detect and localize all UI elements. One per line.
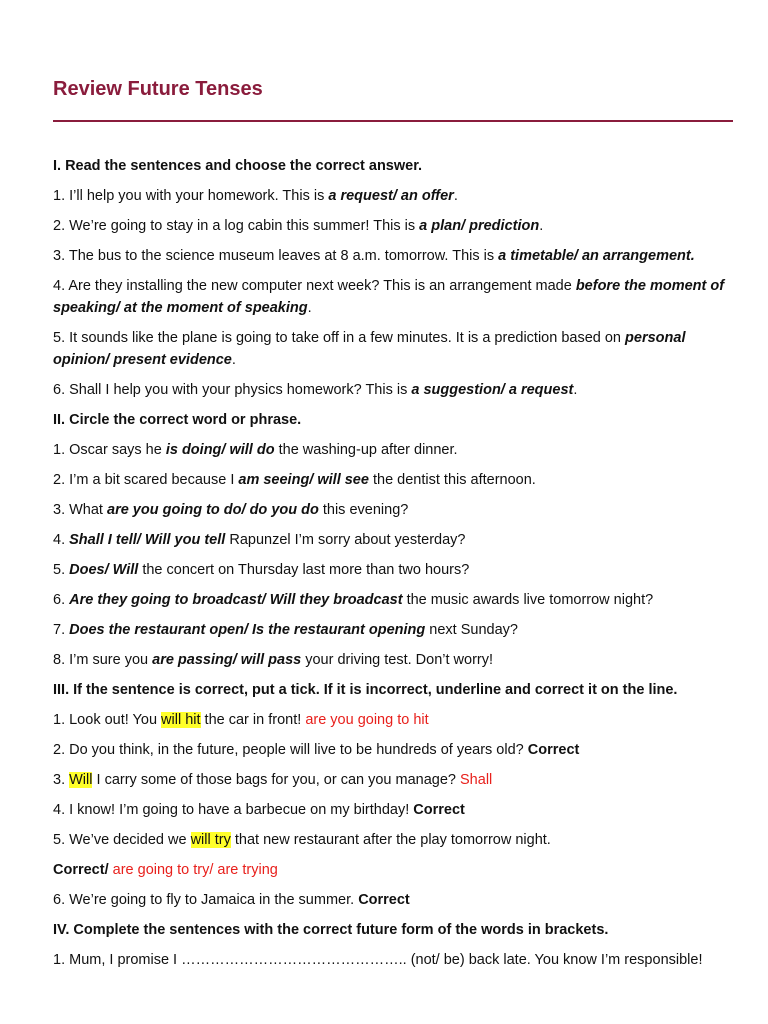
question-text: this evening? bbox=[318, 502, 409, 518]
question-text: 1. Mum, I promise I ……………………………………….. (not/ be) back late. You know I’m responsible! bbox=[53, 952, 703, 968]
question-text: the concert on Thursday last more than two hours? bbox=[138, 562, 470, 578]
question-text: 6. We’re going to fly to Jamaica in the summer. bbox=[53, 892, 359, 908]
answer-options: Are they going to broadcast/ Will they broadcast bbox=[69, 592, 403, 608]
correct-mark: Correct/ bbox=[53, 862, 109, 878]
question-text: . bbox=[573, 382, 578, 398]
answer-options: are passing/ will pass bbox=[152, 652, 302, 668]
s2-question-7 bbox=[53, 619, 733, 641]
correct-mark: Correct bbox=[413, 802, 465, 818]
s3-question-6 bbox=[53, 889, 733, 911]
s1-question-1 bbox=[53, 185, 733, 207]
answer-options: Does the restaurant open/ Is the restaurant opening bbox=[69, 622, 426, 638]
question-text: 5. bbox=[53, 562, 70, 578]
correction-answer: are going to try/ are trying bbox=[108, 862, 278, 878]
s2-question-3 bbox=[53, 499, 733, 521]
s1-question-4 bbox=[53, 275, 733, 319]
highlighted-error: will hit bbox=[161, 712, 201, 728]
question-text: 8. I’m sure you bbox=[53, 652, 153, 668]
s3-question-5-answer bbox=[53, 859, 733, 881]
question-text: . bbox=[539, 218, 544, 234]
s1-question-2 bbox=[53, 215, 733, 237]
s1-question-6 bbox=[53, 379, 733, 401]
s3-question-4 bbox=[53, 799, 733, 821]
s3-question-3 bbox=[53, 769, 733, 791]
question-text: 6. bbox=[53, 592, 70, 608]
answer-options: a suggestion/ a request bbox=[411, 382, 574, 398]
worksheet-content bbox=[53, 155, 733, 979]
question-text: 1. I’ll help you with your homework. This is bbox=[53, 188, 329, 204]
question-text: 3. The bus to the science museum leaves at 8 a.m. tomorrow. This is bbox=[53, 248, 499, 264]
section-1-heading: I. Read the sentences and choose the correct answer. bbox=[53, 158, 423, 174]
correction-answer: Shall bbox=[460, 772, 493, 788]
question-text: 1. Oscar says he bbox=[53, 442, 166, 458]
correction-answer: are you going to hit bbox=[305, 712, 429, 728]
question-text: 2. We’re going to stay in a log cabin this summer! This is bbox=[53, 218, 420, 234]
question-text: 4. Are they installing the new computer next week? This is an arrangement made bbox=[53, 278, 576, 294]
s3-question-5 bbox=[53, 829, 733, 851]
question-text: . bbox=[453, 188, 458, 204]
answer-options: a plan/ prediction bbox=[419, 218, 540, 234]
question-text: the dentist this afternoon. bbox=[368, 472, 536, 488]
question-text: 7. bbox=[53, 622, 70, 638]
question-text: 4. bbox=[53, 532, 70, 548]
answer-options: a timetable/ an arrangement. bbox=[498, 248, 695, 264]
s2-question-4 bbox=[53, 529, 733, 551]
s4-question-1 bbox=[53, 949, 733, 971]
question-text: . bbox=[231, 352, 236, 368]
answer-options: is doing/ will do bbox=[165, 442, 275, 458]
correct-mark: Correct bbox=[527, 742, 580, 758]
question-text: 2. Do you think, in the future, people will live to be hundreds of years old? bbox=[53, 742, 528, 758]
answer-options: personal opinion/ present evidence bbox=[53, 330, 686, 368]
title-divider bbox=[53, 120, 733, 122]
answer-options: am seeing/ will see bbox=[238, 472, 369, 488]
s2-question-6 bbox=[53, 589, 733, 611]
s1-question-3 bbox=[53, 245, 733, 267]
answer-options: are you going to do/ do you do bbox=[107, 502, 319, 518]
question-text: that new restaurant after the play tomorrow night. bbox=[230, 832, 551, 848]
answer-options: Shall I tell/ Will you tell bbox=[69, 532, 226, 548]
question-text: 6. Shall I help you with your physics homework? This is bbox=[53, 382, 412, 398]
question-text: the washing-up after dinner. bbox=[274, 442, 458, 458]
page-title: Review Future Tenses bbox=[53, 78, 263, 100]
question-text: the music awards live tomorrow night? bbox=[402, 592, 654, 608]
section-2-heading: II. Circle the correct word or phrase. bbox=[53, 412, 302, 428]
question-text: . bbox=[307, 300, 312, 316]
question-text: next Sunday? bbox=[425, 622, 518, 638]
s2-question-5 bbox=[53, 559, 733, 581]
s3-question-1 bbox=[53, 709, 733, 731]
s3-question-2 bbox=[53, 739, 733, 761]
s2-question-1 bbox=[53, 439, 733, 461]
question-text: the car in front! bbox=[200, 712, 306, 728]
question-text: Rapunzel I’m sorry about yesterday? bbox=[225, 532, 466, 548]
s2-question-8 bbox=[53, 649, 733, 671]
question-text: 2. I’m a bit scared because I bbox=[53, 472, 239, 488]
question-text: your driving test. Don’t worry! bbox=[301, 652, 494, 668]
s1-question-5 bbox=[53, 327, 733, 371]
answer-options: a request/ an offer bbox=[328, 188, 454, 204]
question-text: 4. I know! I’m going to have a barbecue on my birthday! bbox=[53, 802, 414, 818]
s2-question-2 bbox=[53, 469, 733, 491]
section-3-heading: III. If the sentence is correct, put a tick. If it is incorrect, underline and correct it on the line. bbox=[53, 682, 678, 698]
question-text: 3. What bbox=[53, 502, 107, 518]
correct-mark: Correct bbox=[358, 892, 410, 908]
highlighted-error: will try bbox=[190, 832, 231, 848]
question-text: 5. We’ve decided we bbox=[53, 832, 191, 848]
highlighted-error: Will bbox=[69, 772, 93, 788]
question-text: I carry some of those bags for you, or can you manage? bbox=[92, 772, 461, 788]
section-4-heading: IV. Complete the sentences with the correct future form of the words in brackets. bbox=[53, 922, 609, 938]
question-text: 3. bbox=[53, 772, 70, 788]
answer-options: before the moment of speaking/ at the moment of speaking bbox=[53, 278, 725, 316]
question-text: 5. It sounds like the plane is going to take off in a few minutes. It is a prediction based on bbox=[53, 330, 626, 346]
answer-options: Does/ Will bbox=[69, 562, 139, 578]
question-text: 1. Look out! You bbox=[53, 712, 162, 728]
